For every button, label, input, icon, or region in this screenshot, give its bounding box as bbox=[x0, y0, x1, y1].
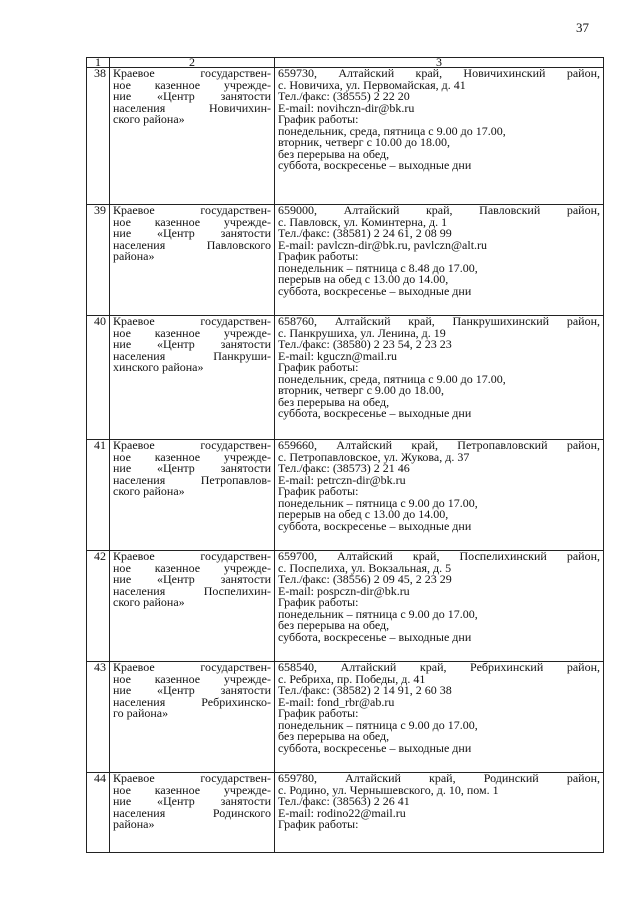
contact-info-line: без перерыва на обед, bbox=[278, 618, 390, 632]
contact-info-line: 659660, Алтайский край, Петропавловский район, bbox=[278, 438, 600, 452]
contact-info-line: суббота, воскресенье – выходные дни bbox=[278, 158, 472, 172]
contact-info-line: E-mail: petrczn-dir@bk.ru bbox=[278, 472, 406, 487]
table-body bbox=[87, 68, 604, 853]
contact-info-line: суббота, воскресенье – выходные дни bbox=[278, 629, 472, 644]
contact-info-line: 659000, Алтайский край, Павловский район, bbox=[278, 203, 600, 217]
table-row bbox=[87, 68, 604, 205]
organization-name-line: ние «Центр занятости bbox=[113, 572, 271, 586]
organization-name-line: ное казенное учрежде- bbox=[113, 671, 271, 686]
contact-info-line: График работы: bbox=[278, 817, 359, 831]
contact-info-line: суббота, воскресенье – выходные дни bbox=[278, 283, 472, 298]
organization-name-line: ние «Центр занятости bbox=[113, 683, 271, 697]
contact-info-line: с. Поспелиха, ул. Вокзальная, д. 5 bbox=[278, 560, 452, 575]
contact-info-line: перерыв на обед с 13.00 до 14.00, bbox=[278, 507, 449, 521]
organization-name-line: населения Петропавлов- bbox=[113, 472, 271, 487]
organization-name-line: Краевое государствен- bbox=[113, 66, 271, 80]
contact-info-line: понедельник, среда, пятница с 9.00 до 17.00, bbox=[278, 371, 506, 386]
contact-info-line: понедельник, среда, пятница с 9.00 до 17.00, bbox=[278, 123, 506, 138]
organization-name-line: района» bbox=[113, 249, 155, 263]
organization-name-line: Краевое государствен- bbox=[113, 203, 271, 217]
organization-name-line: населения Родинского bbox=[113, 805, 271, 820]
contact-info-line: понедельник – пятница с 8.48 до 17.00, bbox=[278, 260, 478, 275]
contact-info-line: с. Родино, ул. Чернышевского, д. 10, пом. 1 bbox=[278, 782, 499, 797]
contact-info-line: понедельник – пятница с 9.00 до 17.00, bbox=[278, 606, 478, 621]
table-row bbox=[87, 773, 604, 853]
contact-info-line: Тел./факс: (38563) 2 26 41 bbox=[278, 794, 410, 808]
contact-info-line: без перерыва на обед, bbox=[278, 146, 390, 161]
table-row bbox=[87, 551, 604, 662]
row-number: 38 bbox=[87, 68, 110, 205]
organization-name bbox=[110, 68, 275, 205]
organization-name-line: Краевое государствен- bbox=[113, 438, 271, 452]
organization-name-line: ное казенное учрежде- bbox=[113, 214, 271, 229]
contact-info-line: 658760, Алтайский край, Панкрушихинский район, bbox=[278, 314, 600, 328]
organization-name-line: ние «Центр занятости bbox=[113, 794, 271, 808]
contact-info-line: Тел./факс: (38581) 2 24 61, 2 08 99 bbox=[278, 226, 452, 240]
contact-info-line: понедельник – пятница с 9.00 до 17.00, bbox=[278, 717, 478, 732]
table-row bbox=[87, 440, 604, 551]
organization-name-line: го района» bbox=[113, 706, 169, 720]
organization-name-line: ное казенное учрежде- bbox=[113, 449, 271, 464]
organization-name-line: ского района» bbox=[113, 112, 185, 126]
organization-name-line: ное казенное учрежде- bbox=[113, 782, 271, 797]
table-row bbox=[87, 316, 604, 440]
organization-name bbox=[110, 662, 275, 773]
organization-name-line: ное казенное учрежде- bbox=[113, 77, 271, 92]
contact-info-line: Тел./факс: (38580) 2 23 54, 2 23 23 bbox=[278, 337, 452, 351]
row-number: 43 bbox=[87, 662, 110, 773]
contact-info bbox=[275, 205, 604, 316]
header-col-3: 3 bbox=[275, 58, 604, 68]
organization-name-line: ского района» bbox=[113, 484, 185, 498]
contact-info-line: График работы: bbox=[278, 249, 359, 263]
row-number: 42 bbox=[87, 551, 110, 662]
contact-info-line: График работы: bbox=[278, 360, 359, 374]
organization-name bbox=[110, 205, 275, 316]
contact-info bbox=[275, 662, 604, 773]
contact-info-line: с. Ребриха, пр. Победы, д. 41 bbox=[278, 671, 426, 686]
organization-name bbox=[110, 773, 275, 853]
organization-name-line: ное казенное учрежде- bbox=[113, 560, 271, 575]
contact-info-line: 658540, Алтайский край, Ребрихинский район, bbox=[278, 660, 600, 674]
contact-info-line: без перерыва на обед, bbox=[278, 394, 390, 409]
contact-info-line: График работы: bbox=[278, 706, 359, 720]
contact-info-line: суббота, воскресенье – выходные дни bbox=[278, 518, 472, 533]
contact-info-line: Тел./факс: (38573) 2 21 46 bbox=[278, 461, 410, 475]
contact-info-line: Тел./факс: (38555) 2 22 20 bbox=[278, 89, 410, 103]
contact-info-line: 659730, Алтайский край, Новичихинский район, bbox=[278, 66, 600, 80]
contact-info-line: E-mail: pavlczn-dir@bk.ru, pavlczn@alt.ru bbox=[278, 237, 488, 252]
organization-name-line: населения Новичихин- bbox=[113, 100, 271, 115]
organization-name-line: Краевое государствен- bbox=[113, 771, 271, 785]
organization-name-line: Краевое государствен- bbox=[113, 314, 271, 328]
organization-name-line: ского района» bbox=[113, 595, 185, 609]
contact-info bbox=[275, 68, 604, 205]
organization-name bbox=[110, 440, 275, 551]
organization-name-line: населения Панкруши- bbox=[113, 348, 271, 363]
contact-info-line: График работы: bbox=[278, 595, 359, 609]
contact-info-line: E-mail: pospczn-dir@bk.ru bbox=[278, 583, 410, 598]
organization-name-line: населения Павловского bbox=[113, 237, 271, 252]
organization-name bbox=[110, 551, 275, 662]
organization-name-line: ние «Центр занятости bbox=[113, 226, 271, 240]
organization-name-line: района» bbox=[113, 817, 155, 831]
organization-name-line: Краевое государствен- bbox=[113, 549, 271, 563]
organization-name-line: ние «Центр занятости bbox=[113, 461, 271, 475]
contact-info bbox=[275, 440, 604, 551]
organization-name-line: населения Поспелихин- bbox=[113, 583, 271, 598]
organization-name-line: ние «Центр занятости bbox=[113, 89, 271, 103]
contact-info-line: График работы: bbox=[278, 484, 359, 498]
contact-info bbox=[275, 773, 604, 853]
employment-centers-table bbox=[86, 57, 604, 853]
table-row bbox=[87, 205, 604, 316]
contact-info-line: с. Панкрушиха, ул. Ленина, д. 19 bbox=[278, 325, 446, 340]
contact-info-line: E-mail: novihczn-dir@bk.ru bbox=[278, 100, 415, 115]
page-number: 37 bbox=[576, 20, 589, 35]
header-col-2: 2 bbox=[110, 58, 275, 68]
contact-info bbox=[275, 316, 604, 440]
contact-info-line: перерыв на обед с 13.00 до 14.00, bbox=[278, 272, 449, 286]
contact-info-line: понедельник – пятница с 9.00 до 17.00, bbox=[278, 495, 478, 510]
organization-name-line: Краевое государствен- bbox=[113, 660, 271, 674]
contact-info-line: с. Павловск, ул. Коминтерна, д. 1 bbox=[278, 214, 448, 229]
organization-name-line: ное казенное учрежде- bbox=[113, 325, 271, 340]
organization-name-line: хинского района» bbox=[113, 360, 204, 374]
contact-info-line: Тел./факс: (38556) 2 09 45, 2 23 29 bbox=[278, 572, 452, 586]
contact-info-line: вторник, четверг с 9.00 до 18.00, bbox=[278, 383, 445, 397]
contact-info-line: График работы: bbox=[278, 112, 359, 126]
contact-info-line: с. Новичиха, ул. Первомайская, д. 41 bbox=[278, 77, 466, 92]
organization-name-line: ние «Центр занятости bbox=[113, 337, 271, 351]
contact-info-line: вторник, четверг с 10.00 до 18.00, bbox=[278, 135, 451, 149]
contact-info-line: Тел./факс: (38582) 2 14 91, 2 60 38 bbox=[278, 683, 452, 697]
organization-name-line: населения Ребрихинско- bbox=[113, 694, 271, 709]
row-number: 40 bbox=[87, 316, 110, 440]
row-number: 39 bbox=[87, 205, 110, 316]
contact-info-line: 659700, Алтайский край, Поспелихинский район, bbox=[278, 549, 600, 563]
table-row bbox=[87, 662, 604, 773]
contact-info-line: E-mail: kguczn@mail.ru bbox=[278, 348, 398, 363]
contact-info-line: с. Петропавловское, ул. Жукова, д. 37 bbox=[278, 449, 470, 464]
row-number: 41 bbox=[87, 440, 110, 551]
organization-name bbox=[110, 316, 275, 440]
row-number: 44 bbox=[87, 773, 110, 853]
contact-info-line: без перерыва на обед, bbox=[278, 729, 390, 743]
contact-info-line: суббота, воскресенье – выходные дни bbox=[278, 406, 472, 420]
contact-info-line: E-mail: fond_rbr@ab.ru bbox=[278, 694, 395, 709]
header-col-1: 1 bbox=[87, 58, 110, 68]
contact-info-line: суббота, воскресенье – выходные дни bbox=[278, 740, 472, 755]
contact-info-line: 659780, Алтайский край, Родинский район, bbox=[278, 771, 600, 785]
contact-info bbox=[275, 551, 604, 662]
contact-info-line: E-mail: rodino22@mail.ru bbox=[278, 805, 406, 820]
